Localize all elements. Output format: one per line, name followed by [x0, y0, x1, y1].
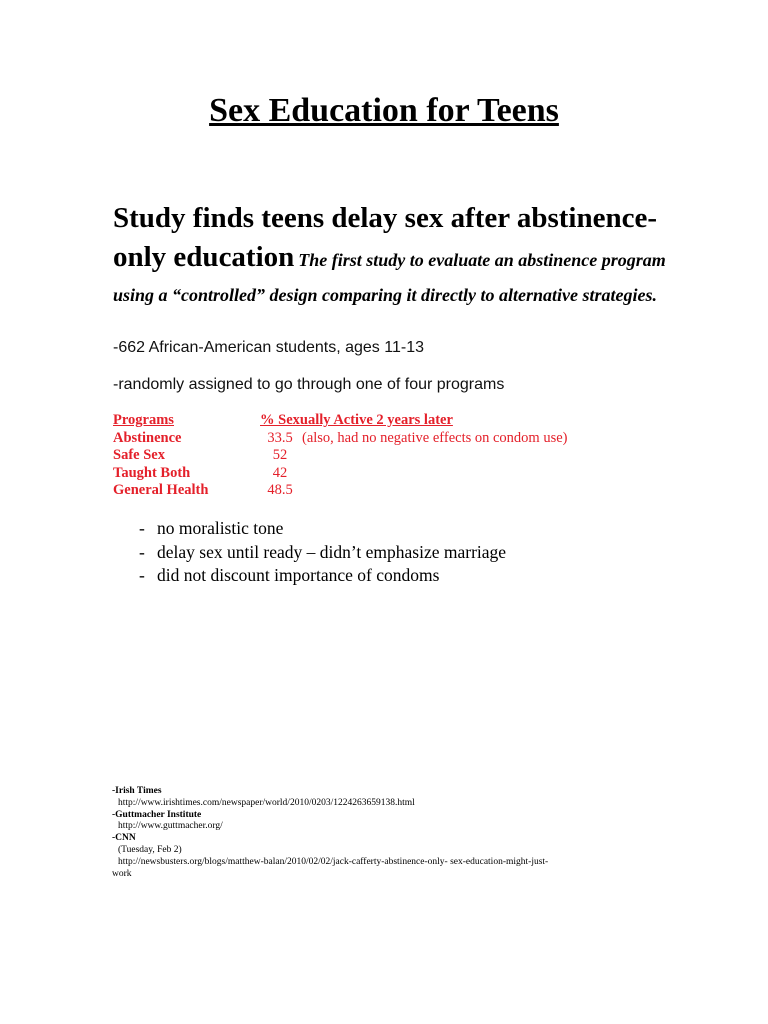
source-link[interactable]: http://newsbusters.org/blogs/matthew-balan/2010/02/02/jack-cafferty-abstinence-only- sex-education-might-just-: [118, 856, 549, 867]
list-item: - no moralistic tone: [139, 518, 284, 538]
programs-row: [113, 447, 567, 465]
program-note: (also, had no negative effects on condom use): [302, 429, 568, 446]
source-date: (Tuesday, Feb 2): [118, 844, 182, 855]
article-headline: [113, 201, 673, 314]
program-name: Abstinence: [113, 429, 182, 446]
program-value: 33.5: [267, 429, 293, 446]
sources-section: [112, 786, 548, 880]
program-value: 52: [272, 447, 288, 463]
program-value: 42: [272, 464, 288, 481]
headline-main: Study finds teens delay sex after abstinence-only education: [113, 202, 658, 273]
programs-row: [113, 430, 567, 448]
program-name: Safe Sex: [113, 447, 165, 463]
key-points-list: [139, 517, 506, 588]
source-name: -Irish Times: [112, 786, 162, 796]
fact-line-1: -662 African-American students, ages 11-13: [113, 339, 424, 356]
program-value: 48.5: [267, 482, 293, 498]
programs-table-header: [113, 412, 567, 430]
fact-line-2: -randomly assigned to go through one of four programs: [113, 376, 505, 393]
programs-table: [113, 412, 567, 500]
programs-header-value: % Sexually Active 2 years later: [260, 412, 453, 428]
programs-row: [113, 482, 567, 500]
source-link[interactable]: http://www.guttmacher.org/: [118, 821, 223, 832]
programs-row: [113, 465, 567, 483]
source-link[interactable]: http://www.irishtimes.com/newspaper/world/2010/0203/1224263659138.html: [118, 797, 415, 808]
program-name: General Health: [113, 482, 209, 498]
document-title: Sex Education for Teens: [209, 92, 559, 129]
list-item: - did not discount importance of condoms: [139, 565, 440, 585]
headline-subtitle: The first study to evaluate an abstinence program using a “controlled” design comparing it directly to alternative strategies.: [113, 250, 666, 305]
programs-header-label: Programs: [113, 412, 174, 428]
source-name: -CNN: [112, 833, 136, 844]
program-name: Taught Both: [113, 464, 191, 481]
list-item: - delay sex until ready – didn’t emphasize marriage: [139, 541, 507, 562]
source-link-continuation[interactable]: work: [112, 868, 132, 879]
source-name: -Guttmacher Institute: [112, 809, 202, 820]
